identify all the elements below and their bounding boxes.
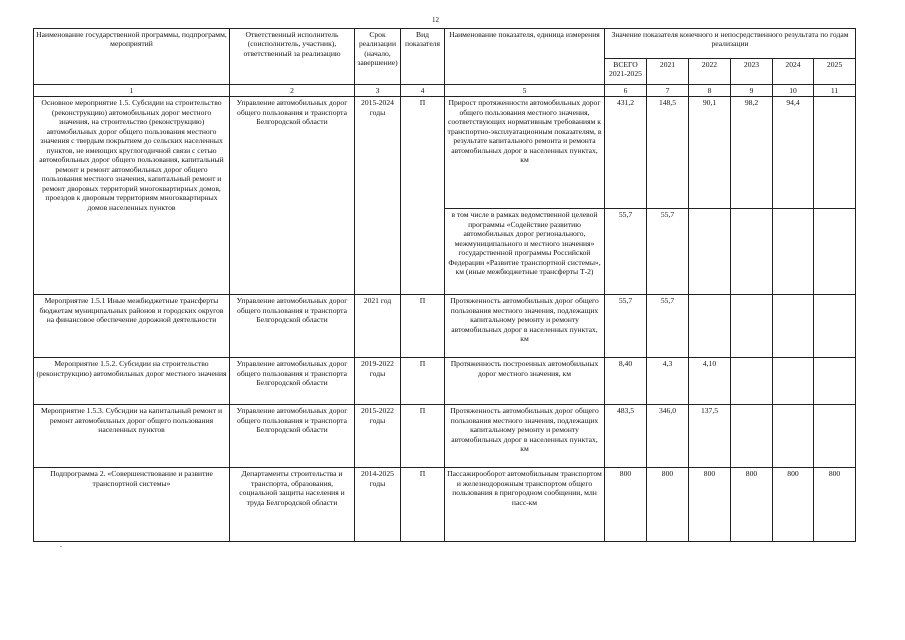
row-term: 2019-2022 годы xyxy=(355,358,401,405)
row-value-2023 xyxy=(731,209,773,295)
column-number: 9 xyxy=(731,85,773,97)
row-value-2021: 148,5 xyxy=(647,97,689,209)
header-year: 2021 xyxy=(647,59,689,85)
column-number: 3 xyxy=(355,85,401,97)
row-value-2024 xyxy=(773,295,814,358)
row-kind: П xyxy=(401,468,445,542)
row-value-2025 xyxy=(814,209,856,295)
row-value-2025 xyxy=(814,97,856,209)
row-term: 2015-2024 годы xyxy=(355,97,401,295)
row-indicator: Протяженность автомобильных дорог общего пользования местного значения, подлежащих капитальному ремонту и ремонту автомобильных дорог в населенных пунктах, км xyxy=(445,405,605,468)
row-indicator: Пассажирооборот автомобильным транспортом и железнодорожным транспортом общего пользования в пригородном сообщении, млн пасс-км xyxy=(445,468,605,542)
row-value-2022 xyxy=(689,295,731,358)
row-indicator: Протяженность построенных автомобильных дорог местного значения, км xyxy=(445,358,605,405)
header-term: Срок реализации (начало, завершение) xyxy=(355,29,401,85)
page-number: 12 xyxy=(432,16,439,24)
row-value-2021: 4,3 xyxy=(647,358,689,405)
row-value-2024 xyxy=(773,358,814,405)
row-executor: Управление автомобильных дорог общего пользования и транспорта Белгородской области xyxy=(230,295,355,358)
row-kind: П xyxy=(401,97,445,295)
table-row xyxy=(34,97,856,209)
stray-mark: . xyxy=(60,540,62,549)
column-number-row xyxy=(34,85,856,97)
row-value-2025: 800 xyxy=(814,468,856,542)
row-total: 800 xyxy=(605,468,647,542)
row-value-2021: 800 xyxy=(647,468,689,542)
table-row xyxy=(34,468,856,542)
row-value-2022: 4,10 xyxy=(689,358,731,405)
row-term: 2014-2025 годы xyxy=(355,468,401,542)
row-value-2021: 55,7 xyxy=(647,295,689,358)
column-number: 7 xyxy=(647,85,689,97)
header-executor: Ответственный исполнитель (соисполнитель, участник), ответственный за реализацию xyxy=(230,29,355,85)
row-kind: П xyxy=(401,295,445,358)
row-kind: П xyxy=(401,405,445,468)
row-indicator: Протяженность автомобильных дорог общего пользования местного значения, подлежащих капитальному ремонту и ремонту автомобильных дорог в населенных пунктах, км xyxy=(445,295,605,358)
header-year: 2024 xyxy=(773,59,814,85)
table-row xyxy=(34,405,856,468)
header-year: 2025 xyxy=(814,59,856,85)
row-name: Мероприятие 1.5.2. Субсидии на строительство (реконструкцию) автомобильных дорог местного значения xyxy=(34,358,230,405)
row-value-2024: 94,4 xyxy=(773,97,814,209)
row-name: Мероприятие 1.5.1 Иные межбюджетные трансферты бюджетам муниципальных районов и городских округов на финансовое обеспечение дорожной деятельности xyxy=(34,295,230,358)
table-row xyxy=(34,358,856,405)
row-value-2023 xyxy=(731,405,773,468)
row-indicator: Прирост протяженности автомобильных дорог общего пользования местного значения, соответствующих нормативным требованиям к транспортно-эксплуатационным показателям, в результате капитального ремонта и ремонта автомобильных дорог в населенных пунктах, км xyxy=(445,97,605,209)
row-value-2021: 55,7 xyxy=(647,209,689,295)
row-name: Подпрограмма 2. «Совершенствование и развитие транспортной системы» xyxy=(34,468,230,542)
row-executor: Управление автомобильных дорог общего пользования и транспорта Белгородской области xyxy=(230,97,355,295)
row-value-2024: 800 xyxy=(773,468,814,542)
column-number: 5 xyxy=(445,85,605,97)
header-kind: Вид показателя xyxy=(401,29,445,85)
row-name: Основное мероприятие 1.5. Субсидии на строительство (реконструкцию) автомобильных дорог местного значения, на строительство (реконструкцию) автомобильных дорог общего пользования местного значения с твердым покрытием до сельских населенных пунктов, не имеющих круглогодичной связи с сетью автомобильных дорог общего пользования, капитальный ремонт и ремонт автомобильных дорог общего пользования местного значения, капитальный ремонт и ремонт дворовых территорий многоквартирных домов, проездов к дворовым территориям многоквартирных домов населенных пунктов xyxy=(34,97,230,295)
header-total: ВСЕГО 2021-2025 xyxy=(605,59,647,85)
row-value-2025 xyxy=(814,295,856,358)
column-number: 1 xyxy=(34,85,230,97)
row-value-2023: 98,2 xyxy=(731,97,773,209)
row-executor: Управление автомобильных дорог общего пользования и транспорта Белгородской области xyxy=(230,358,355,405)
row-value-2022: 90,1 xyxy=(689,97,731,209)
row-value-2025 xyxy=(814,405,856,468)
row-term: 2021 год xyxy=(355,295,401,358)
row-executor: Управление автомобильных дорог общего пользования и транспорта Белгородской области xyxy=(230,405,355,468)
row-kind: П xyxy=(401,358,445,405)
row-value-2022: 800 xyxy=(689,468,731,542)
row-value-2023 xyxy=(731,358,773,405)
row-value-2022: 137,5 xyxy=(689,405,731,468)
column-number: 2 xyxy=(230,85,355,97)
row-total: 55,7 xyxy=(605,209,647,295)
row-value-2025 xyxy=(814,358,856,405)
row-total: 55,7 xyxy=(605,295,647,358)
row-indicator: в том числе в рамках ведомственной целевой программы «Содействие развитию автомобильных дорог регионального, межмуниципального и местного значения» государственной программы Российской Федерации «Развитие транспортной системы», км (иные межбюджетные трансферты Т-2) xyxy=(445,209,605,295)
row-name: Мероприятие 1.5.3. Субсидии на капитальный ремонт и ремонт автомобильных дорог общего пользования населенных пунктов xyxy=(34,405,230,468)
header-year: 2023 xyxy=(731,59,773,85)
row-term: 2015-2022 годы xyxy=(355,405,401,468)
program-table xyxy=(33,28,856,542)
row-value-2021: 346,0 xyxy=(647,405,689,468)
row-value-2023: 800 xyxy=(731,468,773,542)
header-values: Значение показателя конечного и непосредственного результата по годам реализации xyxy=(605,29,856,59)
row-value-2023 xyxy=(731,295,773,358)
header-year: 2022 xyxy=(689,59,731,85)
header-name: Наименование государственной программы, подпрограмм, мероприятий xyxy=(34,29,230,85)
column-number: 4 xyxy=(401,85,445,97)
row-value-2024 xyxy=(773,209,814,295)
column-number: 8 xyxy=(689,85,731,97)
header-row xyxy=(34,29,856,59)
row-value-2022 xyxy=(689,209,731,295)
column-number: 11 xyxy=(814,85,856,97)
row-executor: Департаменты строительства и транспорта, образования, социальной защиты населения и труда Белгородской области xyxy=(230,468,355,542)
row-total: 431,2 xyxy=(605,97,647,209)
column-number: 6 xyxy=(605,85,647,97)
row-value-2024 xyxy=(773,405,814,468)
table-row xyxy=(34,295,856,358)
row-total: 8,40 xyxy=(605,358,647,405)
header-indicator: Наименование показателя, единица измерения xyxy=(445,29,605,85)
column-number: 10 xyxy=(773,85,814,97)
row-total: 483,5 xyxy=(605,405,647,468)
